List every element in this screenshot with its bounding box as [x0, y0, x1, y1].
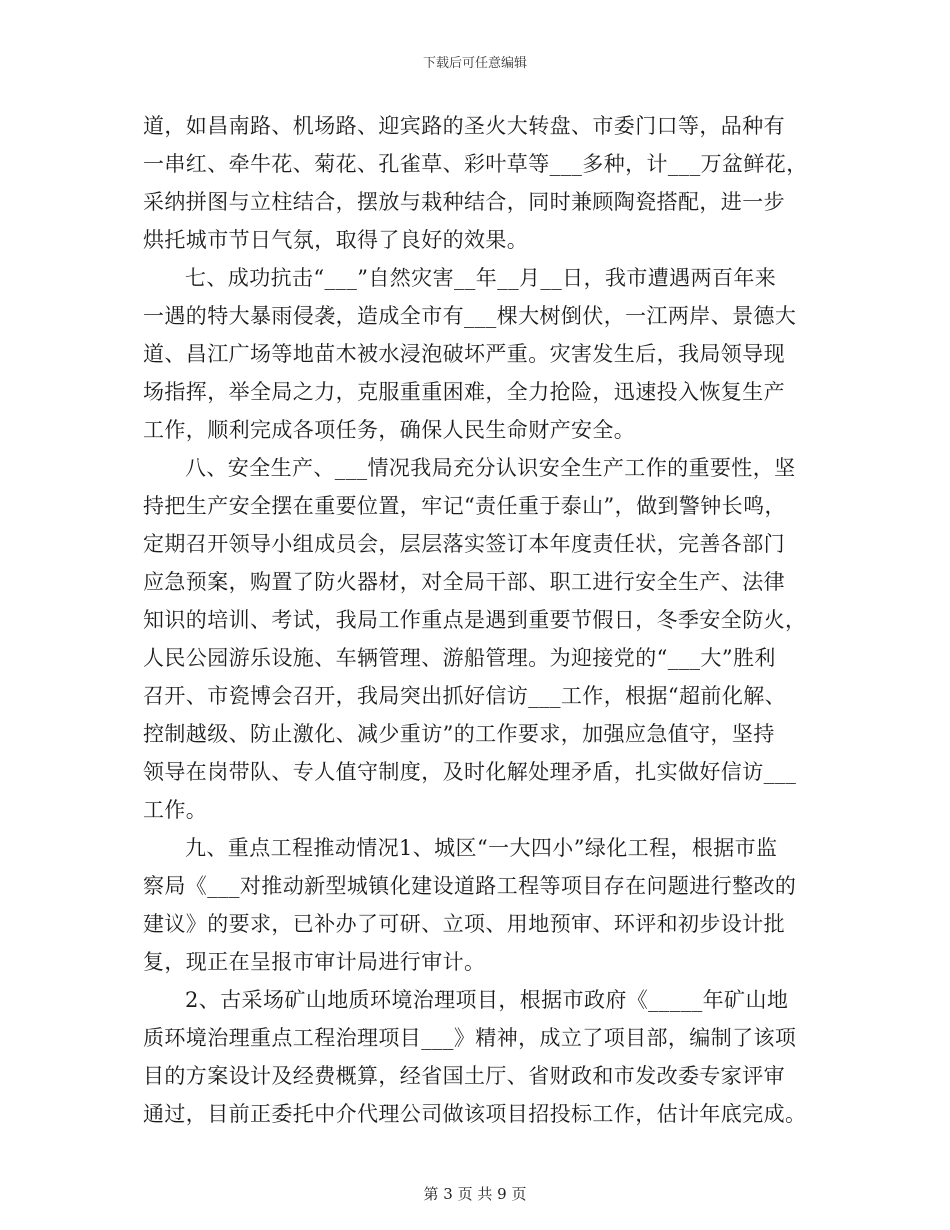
- document-body: [143, 107, 811, 1133]
- body-line: 建议》的要求，已补办了可研、立项、用地预审、环评和初步设计批: [143, 912, 785, 936]
- body-line: 八、安全生产、___情况我局充分认识安全生产工作的重要性，坚: [185, 456, 796, 480]
- page-header: 下载后可任意编辑: [422, 56, 527, 71]
- body-line: 工作，顺利完成各项任务，确保人民生命财产安全。: [143, 418, 636, 442]
- body-line: 场指挥，举全局之力，克服重重困难，全力抢险，迅速投入恢复生产: [143, 380, 785, 404]
- body-line: 领导在岗带队、专人值守制度，及时化解处理矛盾，扎实做好信访___: [143, 760, 797, 784]
- body-line: 目的方案设计及经费概算，经省国土厅、省财政和市发改委专家评审: [143, 1064, 785, 1088]
- body-line: 一串红、牵牛花、菊花、孔雀草、彩叶草等___多种，计___万盆鲜花，: [143, 152, 808, 176]
- body-line: 烘托城市节日气氛，取得了良好的效果。: [143, 228, 529, 252]
- body-line: 工作。: [143, 798, 208, 822]
- body-line: 定期召开领导小组成员会，层层落实签订本年度责任状，完善各部门: [143, 532, 785, 556]
- body-line: 2、古采场矿山地质环境治理项目，根据市政府《_____年矿山地: [185, 988, 789, 1012]
- body-line: 控制越级、防止激化、减少重访”的工作要求，加强应急值守，坚持: [143, 722, 775, 746]
- body-line: 持把生产安全摆在重要位置，牢记“责任重于泰山”，做到警钟长鸣，: [143, 494, 786, 518]
- page-footer: 第 3 页 共 9 页: [423, 1185, 527, 1203]
- body-line: 道、昌江广场等地苗木被水浸泡破坏严重。灾害发生后，我局领导现: [143, 342, 785, 366]
- body-line: 察局《___对推动新型城镇化建设道路工程等项目存在问题进行整改的: [143, 874, 797, 898]
- body-line: 一遇的特大暴雨侵袭，造成全市有___棵大树倒伏，一江两岸、景德大: [143, 304, 797, 328]
- body-line: 七、成功抗击“___”自然灾害__年__月__日，我市遭遇两百年来: [185, 266, 777, 290]
- body-line: 知识的培训、考试，我局工作重点是遇到重要节假日，冬季安全防火，: [143, 608, 807, 632]
- body-line: 采纳拼图与立柱结合，摆放与栽种结合，同时兼顾陶瓷搭配，进一步: [143, 190, 785, 214]
- body-line: 九、重点工程推动情况1、城区“一大四小”绿化工程，根据市监: [185, 836, 778, 860]
- body-line: 召开、市瓷博会召开，我局突出抓好信访___工作，根据“超前化解、: [143, 684, 787, 708]
- body-line: 人民公园游乐设施、车辆管理、游船管理。为迎接党的“___大”胜利: [143, 646, 776, 670]
- body-line: 应急预案，购置了防火器材，对全局干部、职工进行安全生产、法律: [143, 570, 785, 594]
- body-line: 通过，目前正委托中介代理公司做该项目招投标工作，估计年底完成。: [143, 1102, 807, 1126]
- body-line: 复，现正在呈报市审计局进行审计。: [143, 950, 486, 974]
- body-line: 道，如昌南路、机场路、迎宾路的圣火大转盘、市委门口等，品种有: [143, 114, 785, 138]
- body-line: 质环境治理重点工程治理项目___》精神，成立了项目部，编制了该项: [143, 1026, 797, 1050]
